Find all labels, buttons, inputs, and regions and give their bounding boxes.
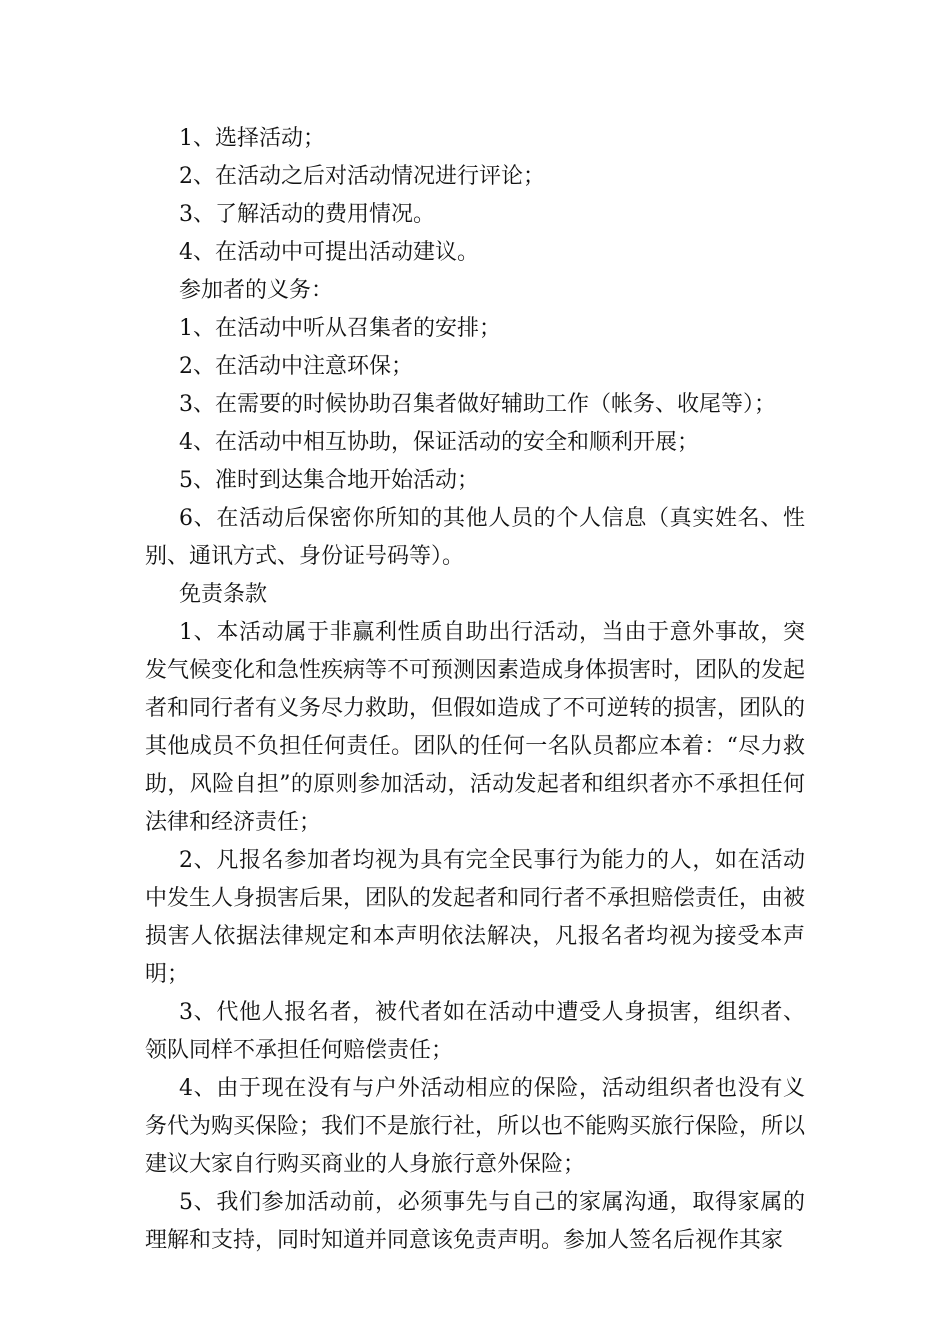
rights-item-2: 2、在活动之后对活动情况进行评论； bbox=[179, 164, 545, 189]
obligation-item-3: 3、在需要的时候协助召集者做好辅助工作（帐务、收尾等）； bbox=[179, 392, 776, 417]
disclaimer-item-4: 4、由于现在没有与户外活动相应的保险，活动组织者也没有义务代为购买保险；我们不是旅行社，所以也不能购买旅行保险，所以建议大家自行购买商业的人身旅行意外保险； bbox=[145, 1076, 806, 1177]
obligations-heading: 参加者的义务： bbox=[179, 278, 334, 303]
obligation-item-6: 6、在活动后保密你所知的其他人员的个人信息（真实姓名、性别、通讯方式、身份证号码等）。 bbox=[145, 506, 805, 569]
rights-item-1: 1、选择活动； bbox=[179, 126, 325, 151]
rights-item-4: 4、在活动中可提出活动建议。 bbox=[179, 240, 479, 265]
document-body bbox=[145, 120, 805, 1260]
obligation-item-2: 2、在活动中注意环保； bbox=[179, 354, 413, 379]
obligation-item-4: 4、在活动中相互协助，保证活动的安全和顺利开展； bbox=[179, 430, 699, 455]
disclaimer-heading: 免责条款 bbox=[179, 582, 268, 607]
disclaimer-item-2: 2、凡报名参加者均视为具有完全民事行为能力的人，如在活动中发生人身损害后果，团队的发起者和同行者不承担赔偿责任，由被损害人依据法律规定和本声明依法解决，凡报名者均视为接受本声明； bbox=[145, 848, 806, 987]
obligation-item-1: 1、在活动中听从召集者的安排； bbox=[179, 316, 501, 341]
disclaimer-item-3: 3、代他人报名者，被代者如在活动中遭受人身损害，组织者、领队同样不承担任何赔偿责任； bbox=[145, 1000, 805, 1063]
obligation-item-5: 5、准时到达集合地开始活动； bbox=[179, 468, 479, 493]
disclaimer-item-5: 5、我们参加活动前，必须事先与自己的家属沟通，取得家属的理解和支持，同时知道并同意该免责声明。参加人签名后视作其家 bbox=[145, 1190, 805, 1253]
rights-item-3: 3、了解活动的费用情况。 bbox=[179, 202, 435, 227]
disclaimer-item-1: 1、本活动属于非赢利性质自助出行活动，当由于意外事故，突发气候变化和急性疾病等不可预测因素造成身体损害时，团队的发起者和同行者有义务尽力救助，但假如造成了不可逆转的损害，团队的其他成员不负担任何责任。团队的任何一名队员都应本着：“尽力救助，风险自担”的原则参加活动，活动发起者和组织者亦不承担任何法律和经济责任； bbox=[145, 620, 806, 835]
